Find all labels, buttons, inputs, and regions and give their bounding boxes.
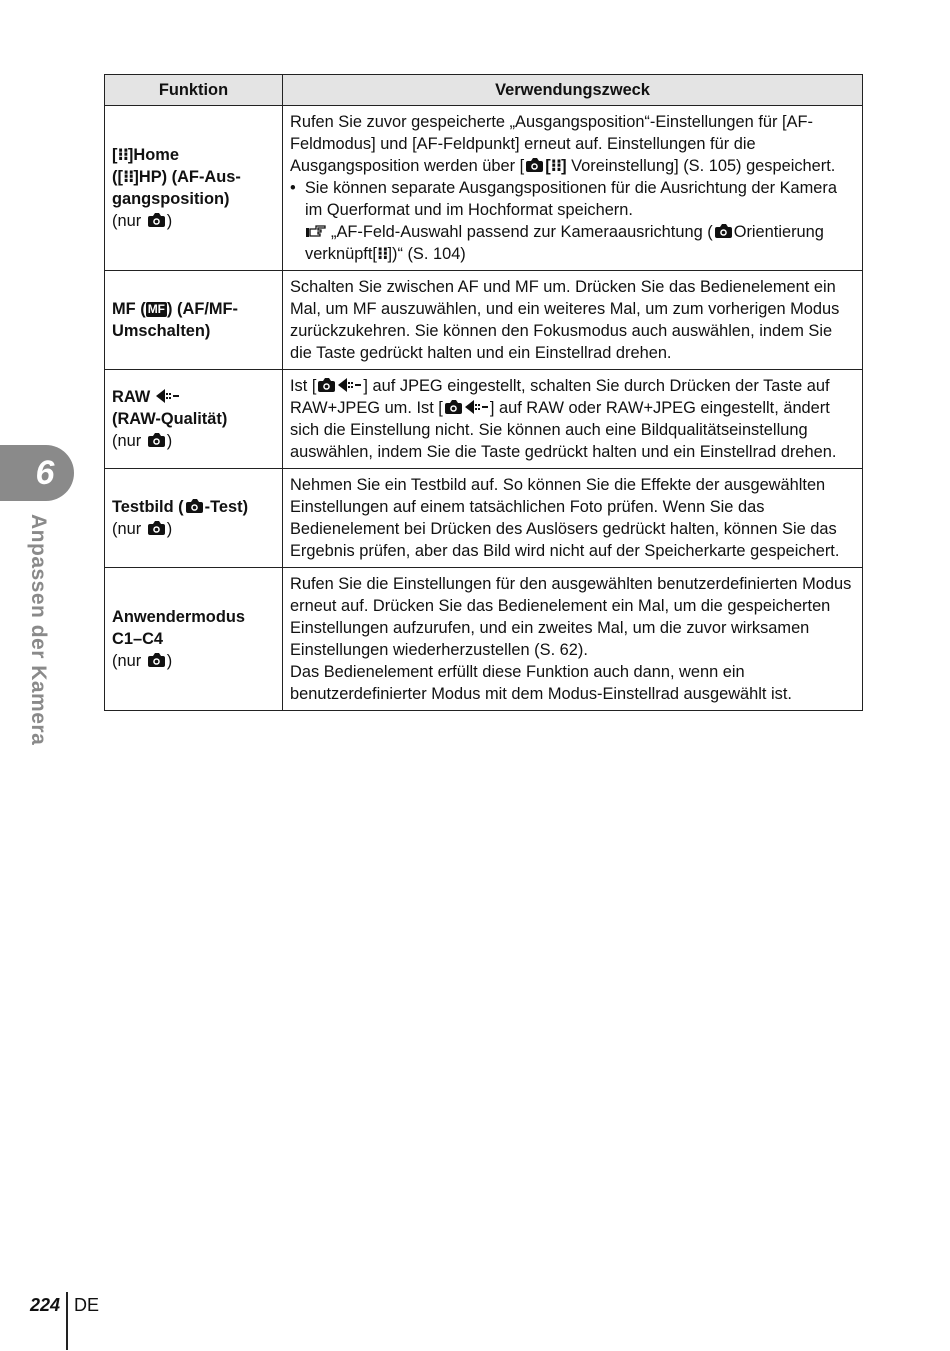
description-text: Voreinstellung] (S. 105) gespeichert. [566,157,836,175]
table-row [105,568,863,711]
function-name: gangsposition) [112,190,230,208]
function-name: MF ( [112,300,146,318]
camera-icon [317,377,336,393]
function-name: Anwendermodus [112,608,245,626]
table-row [105,106,863,271]
mf-icon: MF [147,302,166,316]
table-row [105,370,863,469]
camera-icon [525,157,544,173]
reference-text: „AF-Feld-Auswahl passend zur Kameraausrichtung ( [331,223,713,241]
camera-icon [147,432,166,448]
function-name: Testbild ( [112,498,184,516]
function-cell [105,271,283,370]
description-cell [283,106,863,271]
function-cell: [⁝⁝]Home ([⁝⁝]HP) (AF-Aus- gangsposition) (nur ) [105,106,283,271]
camera-icon [444,399,463,415]
page-number-divider [66,1292,68,1350]
bracket-text: ] [561,157,567,175]
nur-text: ) [166,212,173,230]
camera-icon [147,520,166,536]
function-name: RAW [112,388,155,406]
page-number: 224 [30,1295,61,1315]
bracket-text: [ [545,157,551,175]
bracket-text: ] [133,168,139,186]
reference-text: Orientierung verknüpft[ [305,223,824,263]
column-header-funktion: Funktion [105,75,283,106]
camera-icon [185,498,204,514]
chapter-title: Anpassen der Kamera [27,514,50,746]
description-cell [283,568,863,711]
reference-text: ])“ (S. 104) [387,245,466,263]
function-name: ) (AF/MF- [167,300,239,318]
function-table [104,74,863,711]
raw-quality-icon [155,388,181,404]
function-name: -Test) [204,498,249,516]
description-text: Rufen Sie die Einstellungen für den ausgewählten benutzerdefinierten Modus erneut auf. Drücken Sie das Bedienelement ein Mal, um die gespeicherten Einstellungen aufzurufen, und ein zweites Mal, um die zuvor wirksamen Einstellungen wiederherzustellen (S. 62). [290,575,852,659]
description-text: Nehmen Sie ein Testbild auf. So können Sie die Effekte der ausgewählten Einstellungen auf einem tatsächlichen Foto prüfen. Wenn Sie das Bedienelement bei Drücken des Auslösers gedrückt halten, können Sie das Ergebnis prüfen, aber das Bild wird nicht auf der Speicherkarte gespeichert. [290,476,840,560]
raw-quality-icon [337,377,363,393]
function-name: Umschalten) [112,322,211,340]
description-cell [283,271,863,370]
nur-text: ) [166,520,173,538]
chapter-number: 6 [35,454,55,492]
table-row [105,271,863,370]
nur-text: (nur [112,432,146,450]
camera-icon [714,223,733,239]
description-text: ] auf JPEG eingestellt, schalten Sie durch Drücken der Taste auf RAW+JPEG um. Ist [ [290,377,830,417]
nur-text: ) [166,432,173,450]
reference-note [290,221,856,265]
table-header-row [105,75,863,106]
reference-hand-icon [305,223,327,239]
raw-quality-icon [464,399,490,415]
nur-text: (nur [112,652,146,670]
table-row [105,469,863,568]
bullet-item [290,177,856,221]
af-target-icon: ⁝⁝ [376,245,388,263]
nur-text: (nur [112,520,146,538]
language-code: DE [74,1295,100,1315]
function-cell [105,568,283,711]
bracket-text: [ [112,146,118,164]
af-target-icon: ⁝⁝ [117,146,128,164]
description-text: ] auf RAW oder RAW+JPEG eingestellt, ändert sich die Einstellung nicht. Sie können auch eine Bildqualitätseinstellung auswählen, indem Sie die Taste gedrückt halten und ein Einstellrad drehen. [290,399,837,461]
function-name: C1–C4 [112,630,164,648]
camera-icon [147,652,166,668]
function-name: Home [133,146,179,164]
af-target-icon: ⁝⁝ [550,157,562,175]
function-name: (RAW-Qualität) [112,410,228,428]
camera-icon [147,212,166,228]
bullet-char: • [290,179,296,197]
description-text: Schalten Sie zwischen AF und MF um. Drücken Sie das Bedienelement ein Mal, um MF auszuwählen, und ein weiteres Mal, um zum vorherigen Modus zurückzukehren. Sie können den Fokusmodus auch auswählen, indem Sie die Taste gedrückt halten und ein Einstellrad drehen. [290,278,840,362]
description-text: Rufen Sie zuvor gespeicherte „Ausgangsposition“-Einstellungen für [AF-Feldmodus] und [AF-Feldpunkt] erneut auf. Einstellungen für die Ausgangsposition werden über [ [290,113,813,175]
bullet-text: Sie können separate Ausgangspositionen für die Ausrichtung der Kamera im Querformat und im Hochformat speichern. [304,179,837,219]
function-cell [105,370,283,469]
nur-text: ) [166,652,173,670]
bracket-text: ] [127,146,134,164]
function-name: HP) (AF-Aus- [138,168,241,186]
description-text: Ist [ [290,377,317,395]
description-text: Das Bedienelement erfüllt diese Funktion auch dann, wenn ein benutzerdefinierter Modus mit dem Modus-Einstellrad ausgewählt ist. [290,663,792,703]
description-cell [283,469,863,568]
description-cell [283,370,863,469]
chapter-title-wrap [26,514,56,764]
function-cell [105,469,283,568]
bracket-text: [ [117,168,123,186]
af-target-icon: ⁝⁝ [122,168,134,186]
nur-text: (nur [112,212,146,230]
column-header-verwendungszweck: Verwendungszweck [283,75,863,106]
